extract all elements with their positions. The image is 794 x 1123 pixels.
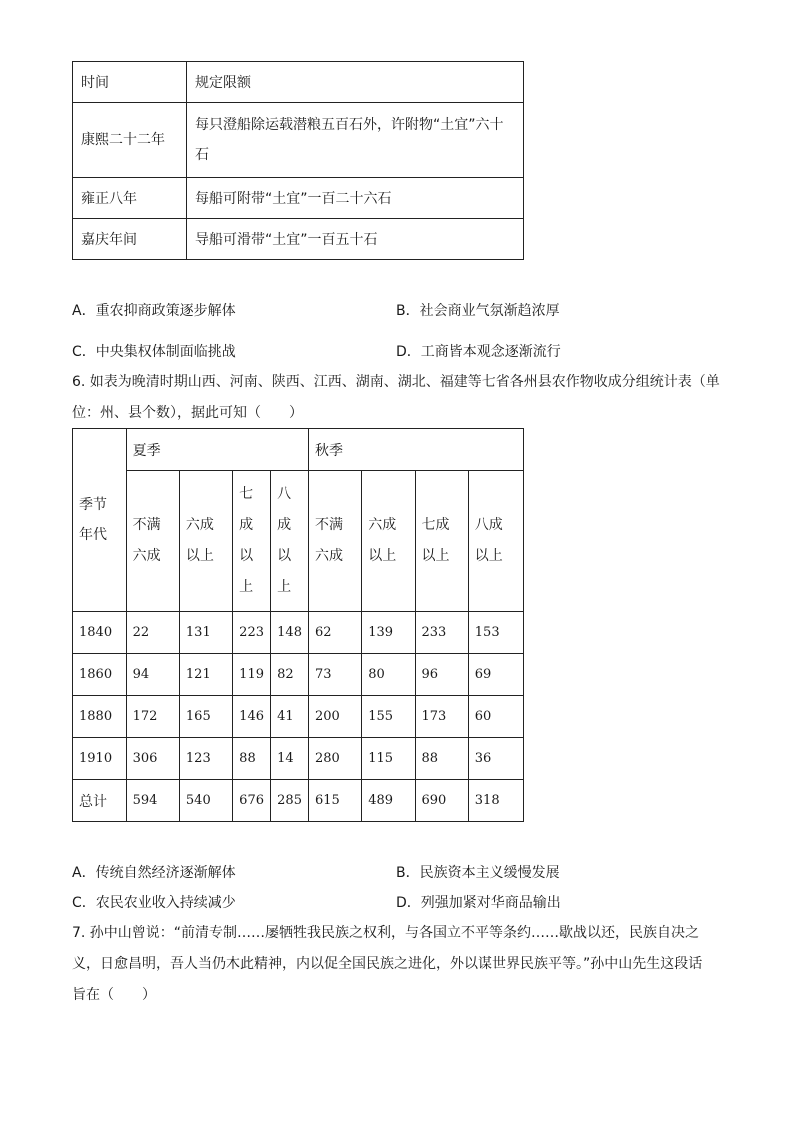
option-c: C．中央集权体制面临挑战 (72, 344, 236, 360)
option-b: B．民族资本主义缓慢发展 (396, 865, 560, 881)
sub-header: 八 成 以 上 (271, 471, 309, 612)
table-cell: 每船可附带“土宜”一百二十六石 (187, 178, 524, 219)
table-header-cell: 时间 (73, 62, 187, 103)
option-a: A．传统自然经济逐渐解体 (72, 865, 236, 881)
option-a: A．重农抑商政策逐步解体 (72, 303, 236, 319)
option-d: D．工商皆本观念逐渐流行 (396, 344, 561, 360)
corner-header-year: 年代 (79, 527, 107, 543)
question-7-line1: 7. 孙中山曾说：“前清专制……屡牺牲我民族之权利，与各国立不平等条约……歇战以还，民族自决之 (72, 925, 700, 941)
harvest-table (72, 428, 524, 822)
table-cell: 每只澄船除运载潜粮五百石外，许附物“土宜”六十石 (187, 103, 524, 178)
table-row: 1880 172 165 146 41 200 155 173 60 (73, 696, 524, 738)
sub-header: 七成 以上 (415, 471, 468, 612)
autumn-header: 秋季 (308, 429, 523, 471)
corner-header-season: 季节 (79, 497, 107, 513)
sub-header: 不满 六成 (308, 471, 361, 612)
question-6-stem-line1: 6. 如表为晚清时期山西、河南、陕西、江西、湖南、湖北、福建等七省各州县农作物收成分组统计表（单 (72, 374, 720, 390)
table-cell: 导船可滑带“土宜”一百五十石 (187, 219, 524, 260)
table-header-cell: 规定限额 (187, 62, 524, 103)
question-7-line2: 义，日愈昌明，吾人当仍木此精神，内以促全国民族之进化，外以谋世界民族平等。”孙中山先生这段话 (72, 956, 703, 972)
summer-header: 夏季 (126, 429, 308, 471)
corner-header (73, 429, 127, 612)
sub-header: 六成 以上 (362, 471, 415, 612)
question-6-stem-line2: 位：州、县个数），据此可知（ ） (72, 405, 303, 421)
sub-header: 不满 六成 (126, 471, 179, 612)
table-row: 1840 22 131 223 148 62 139 233 153 (73, 612, 524, 654)
option-d: D．列强加紧对华商品输出 (396, 895, 561, 911)
table-row: 总计 594 540 676 285 615 489 690 318 (73, 780, 524, 822)
table-row: 1910 306 123 88 14 280 115 88 36 (73, 738, 524, 780)
table-row: 1860 94 121 119 82 73 80 96 69 (73, 654, 524, 696)
option-b: B．社会商业气氛渐趋浓厚 (396, 303, 560, 319)
sub-header: 八成 以上 (468, 471, 523, 612)
question-7-line3: 旨在（ ） (72, 987, 156, 1003)
table-cell: 康熙二十二年 (73, 103, 187, 178)
sub-header: 六成 以上 (179, 471, 232, 612)
sub-header: 七 成 以 上 (233, 471, 271, 612)
option-c: C．农民农业收入持续减少 (72, 895, 236, 911)
quota-table (72, 61, 524, 260)
question-7-stem (72, 918, 724, 1011)
table-cell: 嘉庆年间 (73, 219, 187, 260)
table-cell: 雍正八年 (73, 178, 187, 219)
